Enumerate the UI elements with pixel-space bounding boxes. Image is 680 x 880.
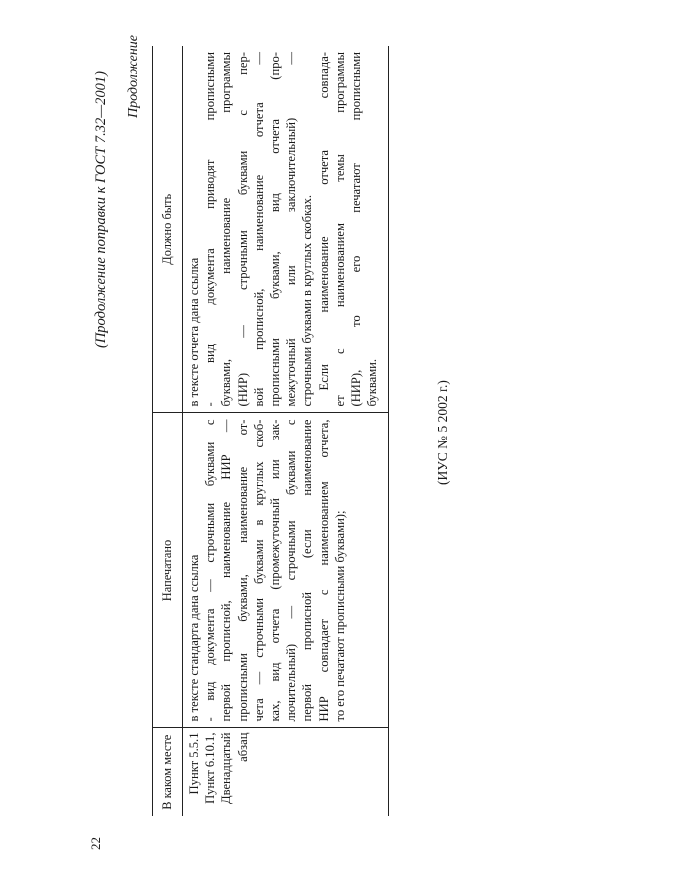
place-line: Пункт 5.5.1 [187,732,201,795]
page-number: 22 [88,837,103,850]
ius-reference: (ИУС № 5 2002 г.) [435,380,450,485]
printed-line: прописными буквами, наименование от- [235,419,250,722]
header-printed: Напечатано [153,413,183,728]
place-line: Пункт 6.10.1, [203,732,218,804]
continuation-label: Продолжение [126,35,141,118]
table-row [183,46,389,816]
header-place: В каком месте [153,728,183,816]
correct-line: (НИР) — строчными буквами с пер- [235,52,250,407]
cell-printed [183,413,389,728]
printed-line: лючительный) — строчными буквами с [284,419,299,722]
printed-line: первой прописной (если наименование [300,419,315,722]
correct-line: буквами, наименование программы [219,52,234,407]
printed-line: ках, вид отчета (промежуточный или зак- [268,419,283,722]
errata-table [152,46,389,816]
table-header-row [153,46,183,816]
correct-line: Если наименование отчета совпада- [316,52,331,391]
printed-line: то его печатают прописными буквами); [332,510,347,722]
running-head: (Продолжение поправки к ГОСТ 7.32—2001) [93,71,109,348]
place-line: Двенадцатый абзац [219,732,250,804]
printed-line: НИР совпадает с наименованием отчета, [316,419,331,722]
printed-line: в тексте стандарта дана ссылка [187,554,201,722]
printed-line: чета — строчными буквами в круглых скоб- [251,419,266,722]
correct-line: - вид документа приводят прописными [203,52,218,407]
correct-line: межуточный или заключительный) — [284,52,299,407]
correct-line: прописными буквами, вид отчета (про- [268,52,283,407]
correct-line: (НИР), то его печатают прописными [349,52,364,407]
printed-line: первой прописной, наименование НИР — [219,419,234,722]
header-correct: Должно быть [153,46,183,413]
correct-line: буквами. [365,358,380,407]
cell-place [183,728,389,816]
correct-line: в тексте отчета дана ссылка [187,257,201,407]
cell-correct [183,46,389,413]
correct-line: вой прописной, наименование отчета — [251,52,266,407]
printed-line: - вид документа — строчными буквами с [203,419,218,722]
correct-line: строчными буквами в круглых скобках. [300,194,315,407]
correct-line: ет с наименованием темы программы [332,52,347,407]
